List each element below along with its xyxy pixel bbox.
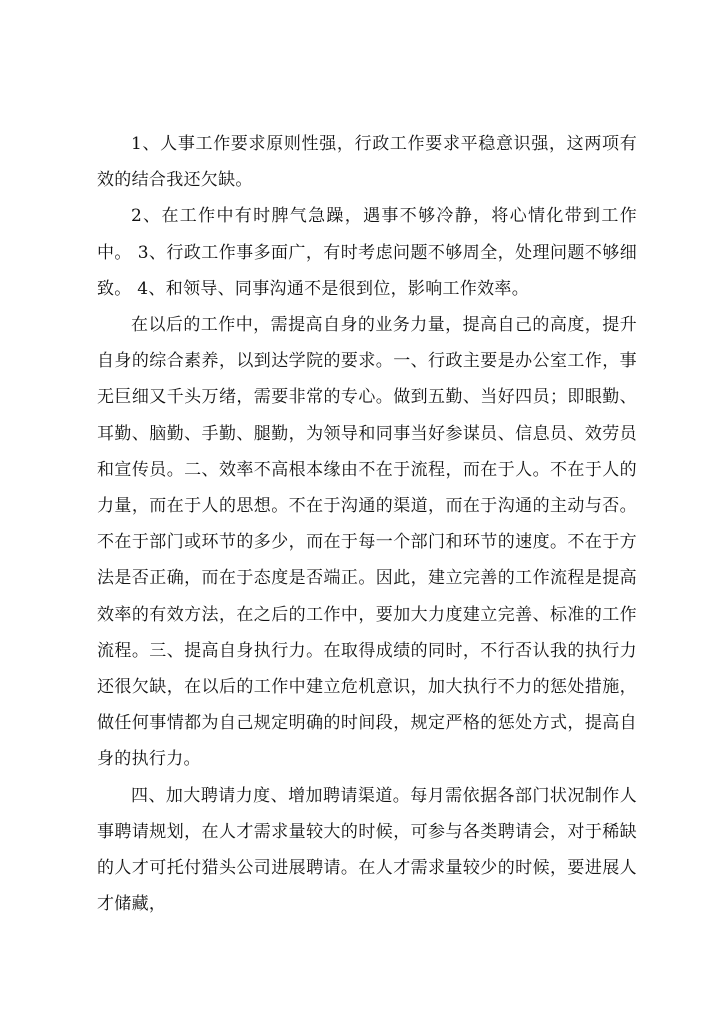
- document-body: [97, 126, 637, 922]
- paragraph-1: 1、人事工作要求原则性强，行政工作要求平稳意识强，这两项有效的结合我还欠缺。: [97, 134, 637, 191]
- paragraph-3: 在以后的工作中，需提高自身的业务力量，提高自己的高度，提升自身的综合素养，以到达学院的要求。一、行政主要是办公室工作，事无巨细又千头万绪，需要非常的专心。做到五勤、当好四员；即眼勤、耳勤、脑勤、手勤、腿勤，为领导和同事当好参谋员、信息员、效劳员和宣传员。二、效率不高根本缘由不在于流程，而在于人。不在于人的力量，而在于人的思想。不在于沟通的渠道，而在于沟通的主动与否。不在于部门或环节的多少，而在于每一个部门和环节的速度。不在于方法是否正确，而在于态度是否端正。因此，建立完善的工作流程是提高效率的有效方法，在之后的工作中，要加大力度建立完善、标准的工作流程。三、提高自身执行力。在取得成绩的同时，不行否认我的执行力还很欠缺，在以后的工作中建立危机意识，加大执行不力的惩处措施，做任何事情都为自己规定明确的时间段，规定严格的惩处方式，提高自身的执行力。: [97, 315, 637, 770]
- paragraph-2: 2、在工作中有时脾气急躁，遇事不够冷静，将心情化带到工作中。 3、行政工作事多面广，有时考虑问题不够周全，处理问题不够细致。 4、和领导、同事沟通不是很到位，影响工作效率。: [97, 206, 637, 299]
- paragraph-4: 四、加大聘请力度、增加聘请渠道。每月需依据各部门状况制作人事聘请规划，在人才需求量较大的时候，可参与各类聘请会，对于稀缺的人才可托付猎头公司进展聘请。在人才需求量较少的时候，要进展人才储藏，: [97, 785, 637, 915]
